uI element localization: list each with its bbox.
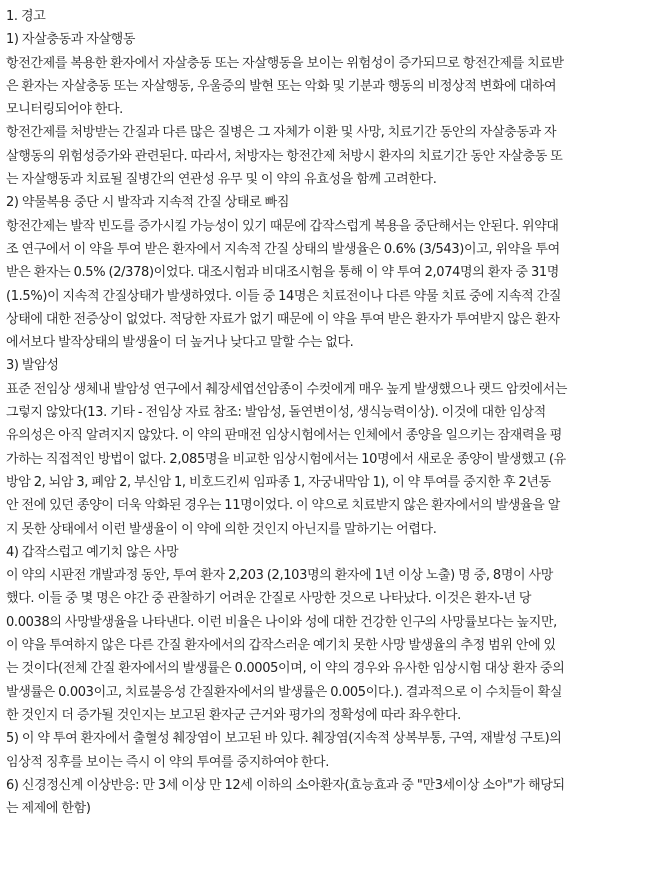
paragraph-line: 항전간제는 발작 빈도를 증가시킬 가능성이 있기 때문에 갑작스럽게 복용을 중단해서는 안된다. 위약대 xyxy=(6,218,559,234)
subsection-heading: 6) 신경정신계 이상반응: 만 3세 이상 만 12세 이하의 소아환자(효능효과 중 "만3세이상 소아"가 해당되 xyxy=(6,777,565,793)
paragraph-line: 이 약을 투여하지 않은 다른 간질 환자에서의 갑작스러운 예기치 못한 사망 발생율의 추정 범위 안에 있 xyxy=(6,638,556,654)
paragraph-line: 안 전에 있던 종양이 더욱 악화된 경우는 11명이었다. 이 약으로 치료받지 않은 환자에서의 발생율을 알 xyxy=(6,498,560,514)
subsection-heading: 1) 자살충동과 자살행동 xyxy=(6,32,136,48)
paragraph-line: 받은 환자는 0.5% (2/378)이었다. 대조시험과 비대조시험을 통해 이 약 투여 2,074명의 환자 중 31명 xyxy=(6,265,559,281)
paragraph-line: 상태에 대한 전증상이 없었다. 적당한 자료가 없기 때문에 이 약을 투여 받은 환자가 투여받지 않은 환자 xyxy=(6,311,560,327)
section-heading: 1. 경고 xyxy=(6,9,46,24)
paragraph-line: 조 연구에서 이 약을 투여 받은 환자에서 지속적 간질 상태의 발생율은 0.6% (3/543)이고, 위약을 투여 xyxy=(6,241,560,257)
paragraph-line: 발생률은 0.003이고, 치료불응성 간질환자에서의 발생률은 0.005이다.). 결과적으로 이 수치들이 확실 xyxy=(6,684,563,700)
paragraph-line: 한 것인지 더 증가될 것인지는 보고된 환자군 근거와 평가의 정확성에 따라 좌우한다. xyxy=(6,707,461,723)
paragraph-line: 는 제제에 한함) xyxy=(6,801,91,817)
paragraph-line: 이 약의 시판전 개발과정 동안, 투여 환자 2,203 (2,103명의 환자에 1년 이상 노출) 명 중, 8명이 사망 xyxy=(6,568,553,584)
subsection-heading: 4) 갑작스럽고 예기치 않은 사망 xyxy=(6,544,179,560)
paragraph-line: 모니터링되어야 한다. xyxy=(6,102,123,118)
paragraph-line: 0.0038의 사망발생율을 나타낸다. 이런 비율은 나이와 성에 대한 건강한 인구의 사망률보다는 높지만, xyxy=(6,614,557,630)
paragraph-line: 그렇지 않았다(13. 기타 - 전임상 자료 참조: 발암성, 돌연변이성, 생식능력이상). 이것에 대한 임상적 xyxy=(6,405,546,421)
subsection-heading: 3) 발암성 xyxy=(6,358,59,374)
paragraph-line: 임상적 징후를 보이는 즉시 이 약의 투여를 중지하여야 한다. xyxy=(6,754,330,770)
paragraph-line: 는 자살행동과 치료될 질병간의 연관성 유무 및 이 약의 유효성을 함께 고려한다. xyxy=(6,172,437,188)
paragraph-line: 살행동의 위험성증가와 관련된다. 따라서, 처방자는 항전간제 처방시 환자의 치료기간 동안 자살충동 또 xyxy=(6,148,563,164)
paragraph-line: 지 못한 상태에서 이런 발생율이 이 약에 의한 것인지 아닌지를 말하기는 어렵다. xyxy=(6,521,437,537)
paragraph-line: 에서보다 발작상태의 발생율이 더 높거나 낮다고 말할 수는 없다. xyxy=(6,335,354,351)
paragraph-line: 유의성은 아직 알려지지 않았다. 이 약의 판매전 임상시험에서는 인체에서 종양을 일으키는 잠재력을 평 xyxy=(6,428,562,444)
paragraph-line: (1.5%)이 지속적 간질상태가 발생하였다. 이들 중 14명은 치료전이나 다른 약물 치료 중에 지속적 간질 xyxy=(6,288,562,304)
paragraph-line: 했다. 이들 중 몇 명은 야간 중 관찰하기 어려운 간질로 사망한 것으로 나타났다. 이것은 환자-년 당 xyxy=(6,591,532,607)
subsection-heading: 2) 약물복용 중단 시 발작과 지속적 간질 상태로 빠짐 xyxy=(6,195,290,211)
paragraph-line: 가하는 직접적인 방법이 없다. 2,085명을 비교한 임상시험에서는 10명에서 새로운 종양이 발생했고 (유 xyxy=(6,451,566,467)
subsection-heading: 5) 이 약 투여 환자에서 출혈성 췌장염이 보고된 바 있다. 췌장염(지속적 상복부통, 구역, 재발성 구토)의 xyxy=(6,731,562,747)
paragraph-line: 표준 전임상 생체내 발암성 연구에서 췌장세엽선암종이 수컷에게 매우 높게 발생했으나 랫드 암컷에서는 xyxy=(6,381,568,397)
paragraph-line: 항전간제를 처방받는 간질과 다른 많은 질병은 그 자체가 이환 및 사망, 치료기간 동안의 자살충동과 자 xyxy=(6,125,557,141)
paragraph-line: 항전간제를 복용한 환자에서 자살충동 또는 자살행동을 보이는 위험성이 증가되므로 항전간제를 치료받 xyxy=(6,55,564,71)
paragraph-line: 방암 2, 뇌암 3, 폐암 2, 부신암 1, 비호드킨씨 임파종 1, 자궁내막암 1), 이 약 투여를 중지한 후 2년동 xyxy=(6,474,551,490)
paragraph-line: 은 환자는 자살충동 또는 자살행동, 우울증의 발현 또는 악화 및 기분과 행동의 비정상적 변화에 대하여 xyxy=(6,78,557,94)
paragraph-line: 는 것이다(전체 간질 환자에서의 발생률은 0.0005이며, 이 약의 경우와 유사한 임상시험 대상 환자 중의 xyxy=(6,661,565,677)
